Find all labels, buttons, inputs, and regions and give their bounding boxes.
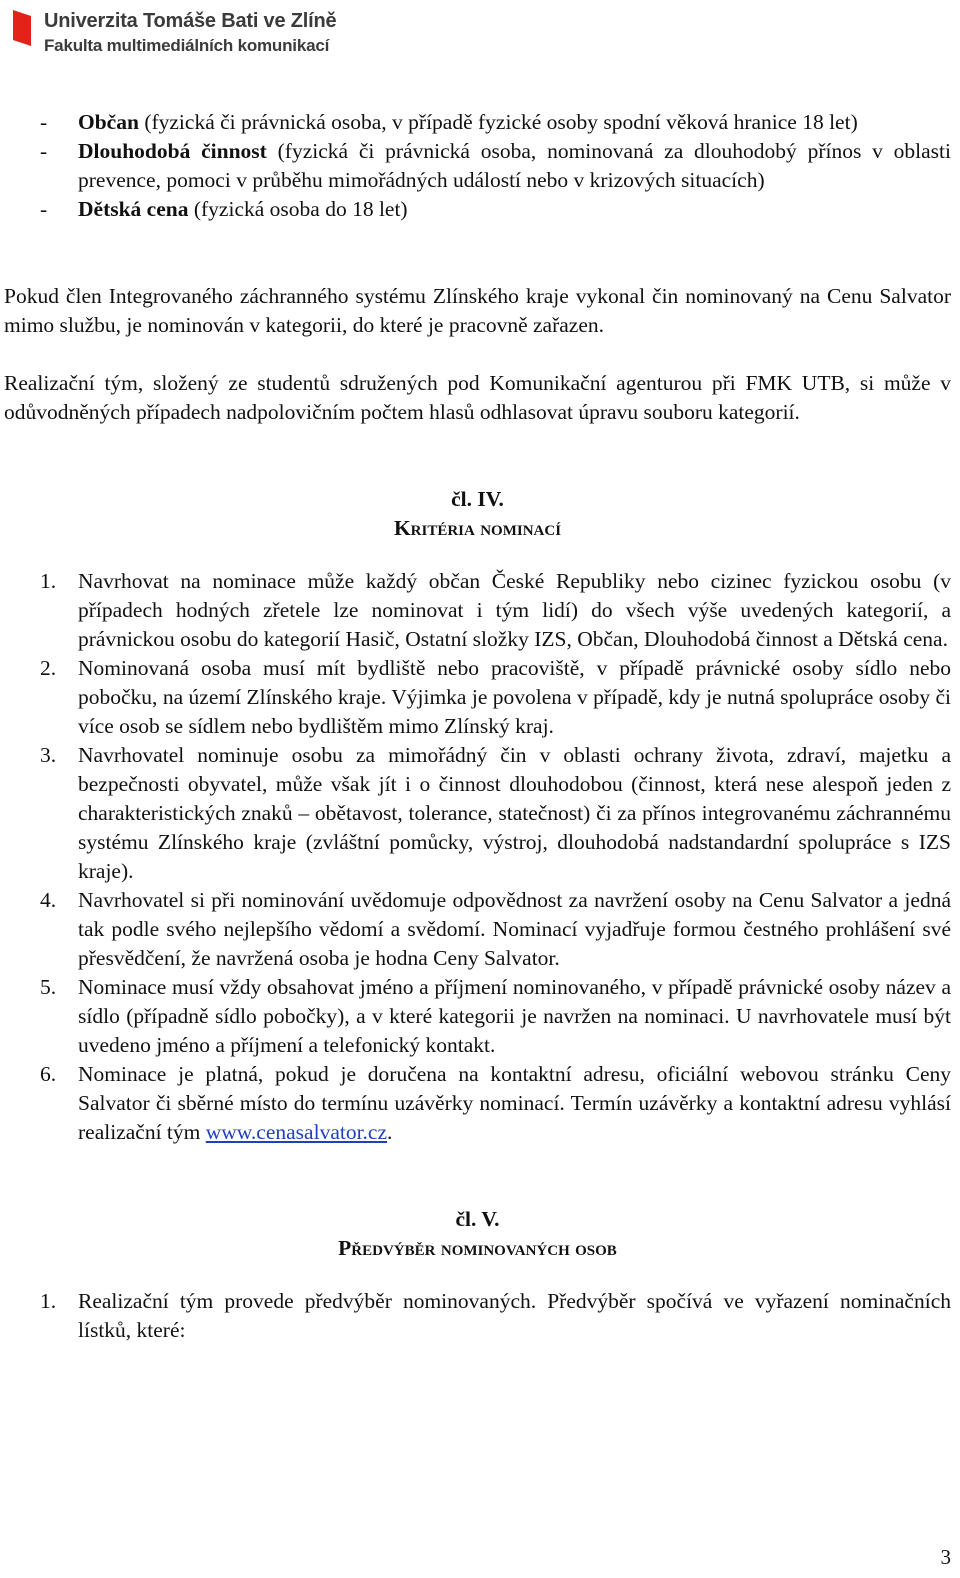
university-logo-icon [10, 8, 34, 48]
category-term: Dětská cena [78, 197, 189, 221]
item-text: Nominace musí vždy obsahovat jméno a příjmení nominovaného, v případě právnické osoby název a sídlo (případně sídlo pobočky), a v které kategorii je navržen na nominaci. U navrhovatele musí být uvedeno jméno a příjmení a telefonický kontakt. [78, 975, 951, 1057]
category-list [4, 108, 951, 224]
item-number: 2. [40, 656, 57, 680]
list-item [4, 886, 951, 973]
category-desc: (fyzická osoba do 18 let) [188, 197, 408, 221]
paragraph: Realizační tým, složený ze studentů sdružených pod Komunikační agenturou při FMK UTB, si může v odůvodněných případech nadpolovičním počtem hlasů odhlasovat úpravu souboru kategorií. [4, 371, 951, 424]
list-item [4, 741, 951, 886]
header [10, 8, 430, 64]
article-title: Předvýběr nominovaných osob [338, 1236, 617, 1260]
document-body [4, 108, 951, 1345]
item-number: 1. [40, 569, 57, 593]
item-text: Nominace je platná, pokud je doručena na kontaktní adresu, oficiální webovou stránku Ceny Salvator či sběrné místo do termínu uzávěrky nominací. Termín uzávěrky a kontaktní adresu vyhlásí realizační tým [78, 1062, 951, 1144]
category-term: Dlouhodobá činnost [78, 139, 267, 163]
page-number: 3 [940, 1545, 951, 1569]
list-item [4, 654, 951, 741]
preselection-list [4, 1287, 951, 1345]
paragraph: Pokud člen Integrovaného záchranného systému Zlínského kraje vykonal čin nominovaný na Cenu Salvator mimo službu, je nominován v kategorii, do které je pracovně zařazen. [4, 284, 951, 337]
item-number: 4. [40, 888, 57, 912]
category-desc: (fyzická či právnická osoba, nominovaná za dlouhodobý přínos v oblasti prevence, pomoci v průběhu mimořádných událostí nebo v krizových situacích) [78, 139, 951, 192]
list-item: - Dlouhodobá činnost (fyzická či právnická osoba, nominovaná za dlouhodobý přínos v oblasti prevence, pomoci v průběhu mimořádných událostí nebo v krizových situacích) [40, 139, 951, 192]
website-link[interactable]: www.cenasalvator.cz [205, 1120, 388, 1144]
list-item [4, 973, 951, 1060]
item-text: Realizační tým provede předvýběr nominovaných. Předvýběr spočívá ve vyřazení nominačních lístků, které: [78, 1289, 951, 1342]
item-number: 6. [40, 1062, 57, 1086]
article-number: čl. V. [455, 1207, 500, 1231]
item-text: Navrhovatel si při nominování uvědomuje odpovědnost za navržení osoby na Cenu Salvator a jedná tak podle svého nejlepšího vědomí a svědomí. Nominací vyjadřuje formou čestného prohlášení své přesvědčení, že navržená osoba je hodna Ceny Salvator. [78, 888, 951, 970]
list-item: - Dětská cena (fyzická osoba do 18 let) [40, 197, 408, 221]
list-item [4, 567, 951, 654]
list-item: - Občan (fyzická či právnická osoba, v případě fyzické osoby spodní věková hranice 18 let) [40, 110, 858, 134]
faculty-name: Fakulta multimediálních komunikací [44, 36, 330, 55]
item-number: 1. [40, 1289, 57, 1313]
university-name: Univerzita Tomáše Bati ve Zlíně [44, 10, 337, 32]
list-item [4, 1287, 951, 1345]
category-desc: (fyzická či právnická osoba, v případě fyzické osoby spodní věková hranice 18 let) [138, 110, 858, 134]
item-tail: . [387, 1120, 393, 1144]
article-number: čl. IV. [451, 487, 504, 511]
item-text: Navrhovatel nominuje osobu za mimořádný čin v oblasti ochrany života, zdraví, majetku a bezpečnosti obyvatel, může však jít i o činnost dlouhodobou (činnost, která nese alespoň jeden z charakteristických znaků – obětavost, tolerance, statečnost) či za přínos integrovanému záchrannému systému Zlínského kraje (zvláštní pomůcky, výstroj, dlouhodobá nadstandardní spolupráce s IZS kraje). [78, 743, 951, 883]
criteria-list [4, 567, 951, 1147]
item-number: 5. [40, 975, 57, 999]
list-item [4, 1060, 951, 1147]
item-number: 3. [40, 743, 57, 767]
article-title: Kritéria nominací [393, 516, 562, 540]
category-term: Občan [78, 110, 139, 134]
item-text: Nominovaná osoba musí mít bydliště nebo pracoviště, v případě právnické osoby sídlo nebo pobočku, na území Zlínského kraje. Výjimka je povolena v případě, kdy je nutná spolupráce osoby či více osob se sídlem nebo bydlištěm mimo Zlínský kraj. [78, 656, 951, 738]
item-text: Navrhovat na nominace může každý občan České Republiky nebo cizinec fyzickou osobu (v případech hodných zřetele lze nominovat i tým lidí) do všech výše uvedených kategorií, a právnickou osobu do kategorií Hasič, Ostatní složky IZS, Občan, Dlouhodobá činnost a Dětská cena. [78, 569, 951, 651]
